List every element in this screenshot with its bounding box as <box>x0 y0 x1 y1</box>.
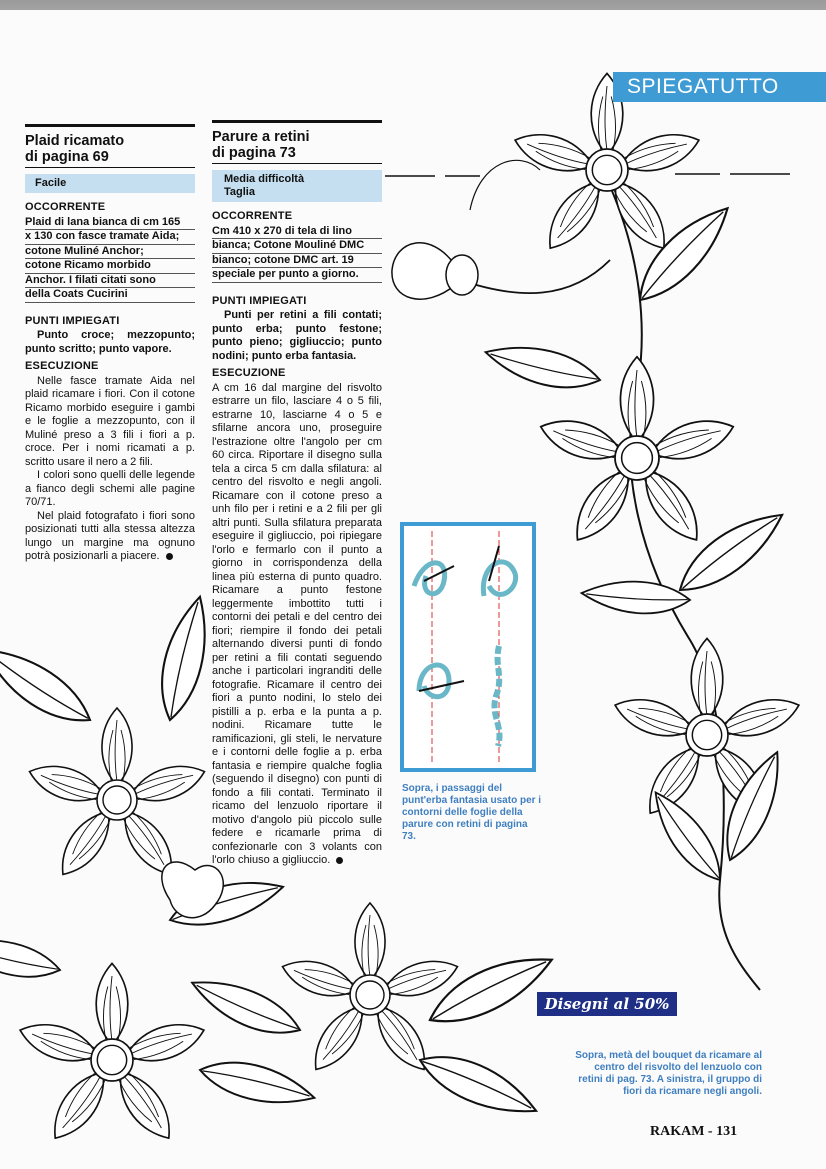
title-underline <box>212 163 382 164</box>
occorrente-line: bianco; cotone DMC art. 19 <box>212 254 382 269</box>
esecuzione-text: Nel plaid fotografato i fiori sono posizionati tutti alla stessa altezza lungo un margine ma ognuno potrà posizionarli a piacere. <box>25 509 195 562</box>
page-footer: RAKAM - 131 <box>650 1124 738 1139</box>
occorrente-list <box>212 225 382 283</box>
occorrente-line: cotone Muliné Anchor; <box>25 245 195 260</box>
difficulty-label: Facile <box>25 174 195 193</box>
occorrente-line: della Coats Cucirini <box>25 288 195 303</box>
article-title-line1: Plaid ricamato <box>25 133 125 149</box>
punti-heading: PUNTI IMPIEGATI <box>212 294 307 307</box>
title-rule <box>25 124 195 127</box>
difficulty-line: Media difficoltà <box>224 173 305 185</box>
article-plaid <box>25 124 195 564</box>
article-title-line2: di pagina 69 <box>25 149 109 165</box>
article-parure <box>212 120 382 868</box>
size-line: Taglia <box>224 186 255 198</box>
occorrente-line: x 130 con fasce tramate Aida; <box>25 230 195 245</box>
article-title-line1: Parure a retini <box>212 129 310 145</box>
occorrente-heading: OCCORRENTE <box>25 201 106 213</box>
punti-text: Punto croce; mezzopunto; punto scritto; punto vapore. <box>25 329 195 355</box>
stitch-steps-illustration <box>404 526 532 768</box>
section-tag: SPIEGATUTTO <box>613 72 826 102</box>
esecuzione-paragraph <box>212 382 382 868</box>
occorrente-line: Cm 410 x 270 di tela di lino <box>212 225 382 240</box>
occorrente-heading: OCCORRENTE <box>212 210 293 222</box>
end-bullet <box>166 553 173 560</box>
occorrente-line: cotone Ricamo morbido <box>25 259 195 274</box>
difficulty-label <box>212 170 382 202</box>
scale-badge: Disegni al 50% <box>537 992 677 1016</box>
occorrente-line: Plaid di lana bianca di cm 165 <box>25 216 195 231</box>
esecuzione-text: A cm 16 dal margine del risvolto estrarre un filo, lasciare 4 o 5 fili, estrarne 10, lasciarne 4 o 5 e sfilarne ancora uno, proseguire l'estrazione oltre l'angolo per cm 60 circa. Riportare il disegno sulla tela a circa 5 cm dalla sfilatura: al centro del risvolto e negli angoli. Ricamare con il cotone preso a unh filo per i retini e a 2 fili per gli altri punti. Sulla sfilatura preparata eseguire il gigliuccio, poi ripiegare l'orlo e fermarlo con il punto a giorno in corrispondenza della linea più esterna di punto quadro. Ricamare a punto festone leggermente imbottito tutti i contorni dei petali e del centro dei fiori; riempire il fondo dei petali alternando diversi punti di fondo per retini a fili contati seguendo anche i particolari ingranditi delle fotografie. Ricamare il centro dei fiori a punto nodini, lo stelo dei pistilli a p. erba e la punta a p. nodini. Ricamare tutte le ramificazioni, gli steli, le nervature e i contorni delle foglie a p. erba fantasia e riempire qualche foglia (seguendo il disegno) con punti di fondo a fili contati. Terminato il ricamo del lenzuolo riportare il motivo d'angolo più piccolo sulle federe e ricamarle prima di confezionarle con 3 volants con l'orlo chiuso a gigliuccio. <box>212 381 382 866</box>
stitch-photo-caption: Sopra, i passaggi del punt'erba fantasia usato per i contorni delle foglie della parure con retini di pagina 73. <box>402 783 542 842</box>
stitch-steps-photo <box>400 522 536 772</box>
esecuzione-paragraph: I colori sono quelli delle legende a fianco degli schemi alle pagine 70/71. <box>25 469 195 508</box>
occorrente-list <box>25 216 195 303</box>
esecuzione-paragraph: Nelle fasce tramate Aida nel plaid ricamare i fiori. Con il cotone Ricamo morbido eseguire i gambi e le foglie a mezzopunto, con il Muliné preso a 3 fili i fiori a p. croce. Per i nomi ricamati a p. scritto usare il nero a 2 fili. <box>25 374 195 468</box>
esecuzione-heading: ESECUZIONE <box>212 367 286 379</box>
esecuzione-heading: ESECUZIONE <box>25 360 99 372</box>
article-title-line2: di pagina 73 <box>212 145 296 161</box>
punti-text: Punti per retini a fili contati; punto erba; punto festone; punto pieno; gigliuccio; punto nodini; punto erba fantasia. <box>212 309 382 362</box>
title-underline <box>25 167 195 168</box>
esecuzione-paragraph <box>25 510 195 564</box>
end-bullet <box>336 857 343 864</box>
punti-heading: PUNTI IMPIEGATI <box>25 314 120 327</box>
occorrente-line: speciale per punto a giorno. <box>212 268 382 283</box>
occorrente-line: Anchor. I filati citati sono <box>25 274 195 289</box>
title-rule <box>212 120 382 123</box>
bouquet-caption: Sopra, metà del bouquet da ricamare al centro del risvolto del lenzuolo con retini di pag. 73. A sinistra, il gruppo di fiori da ricamare negli angoli. <box>575 1050 762 1097</box>
occorrente-line: bianca; Cotone Mouliné DMC <box>212 239 382 254</box>
